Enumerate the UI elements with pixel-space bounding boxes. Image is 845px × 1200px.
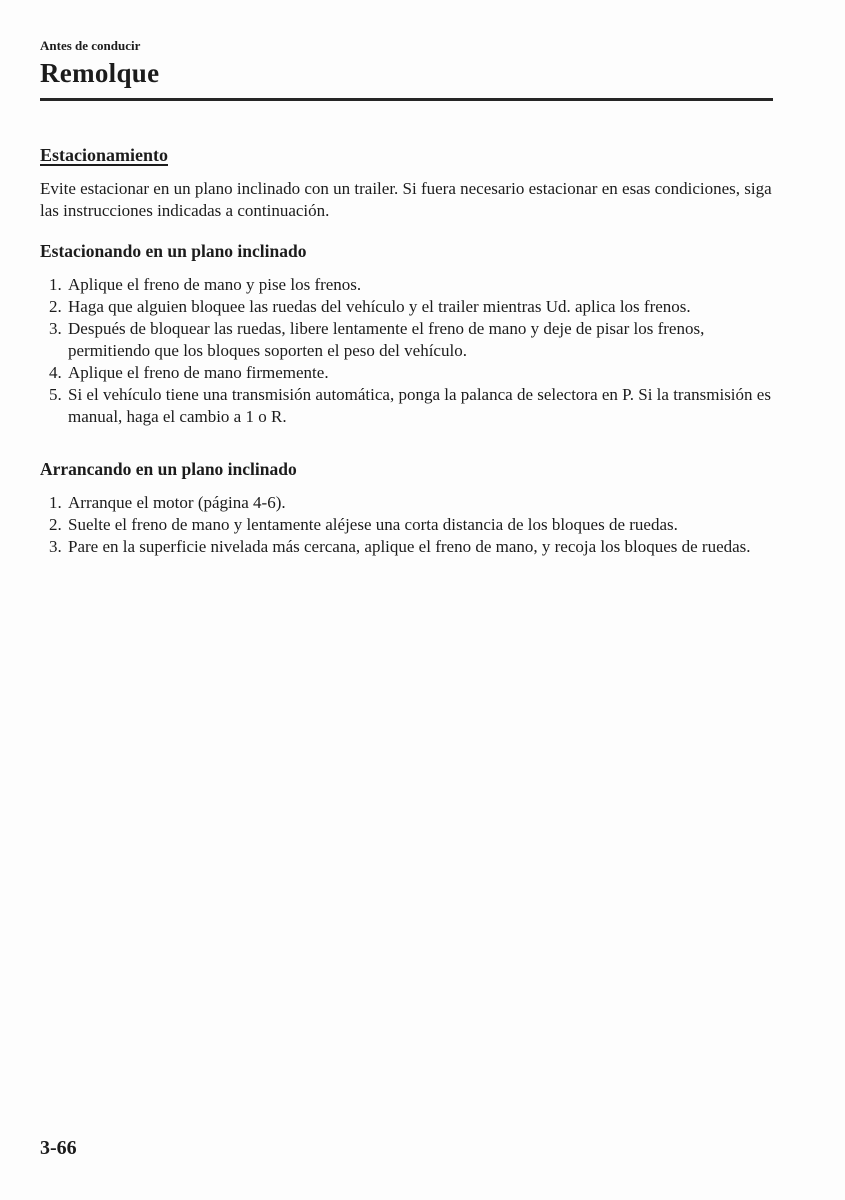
subsection-heading-starting-on-slope: Arrancando en un plano inclinado [40, 459, 297, 479]
page-title: Remolque [40, 58, 160, 88]
list-item: 2. Haga que alguien bloquee las ruedas del vehículo y el trailer mientras Ud. aplica los frenos. [66, 296, 773, 318]
list-item: 3. Pare en la superficie nivelada más cercana, aplique el freno de mano, y recoja los bloques de ruedas. [66, 536, 773, 558]
page-header [40, 38, 773, 101]
parking-steps-list [40, 274, 773, 428]
page-body [40, 101, 773, 558]
starting-steps-list [40, 492, 773, 558]
chapter-label: Antes de conducir [40, 38, 141, 53]
list-item: 4. Aplique el freno de mano firmemente. [66, 362, 773, 384]
list-item: 3. Después de bloquear las ruedas, libere lentamente el freno de mano y deje de pisar los frenos, permitiendo que los bloques soporten el peso del vehículo. [66, 318, 773, 362]
list-item: 1. Arranque el motor (página 4-6). [66, 492, 773, 514]
list-item: 1. Aplique el freno de mano y pise los frenos. [66, 274, 773, 296]
section-heading-estacionamiento: Estacionamiento [40, 145, 168, 165]
list-item: 2. Suelte el freno de mano y lentamente aléjese una corta distancia de los bloques de ruedas. [66, 514, 773, 536]
list-item: 5. Si el vehículo tiene una transmisión automática, ponga la palanca de selectora en P. Si la transmisión es manual, haga el cambio a 1 o R. [66, 384, 773, 428]
section-intro-paragraph: Evite estacionar en un plano inclinado con un trailer. Si fuera necesario estacionar en esas condiciones, siga las instrucciones indicadas a continuación. [40, 179, 772, 220]
page-number: 3-66 [40, 1137, 77, 1159]
subsection-heading-parking-on-slope: Estacionando en un plano inclinado [40, 241, 307, 261]
